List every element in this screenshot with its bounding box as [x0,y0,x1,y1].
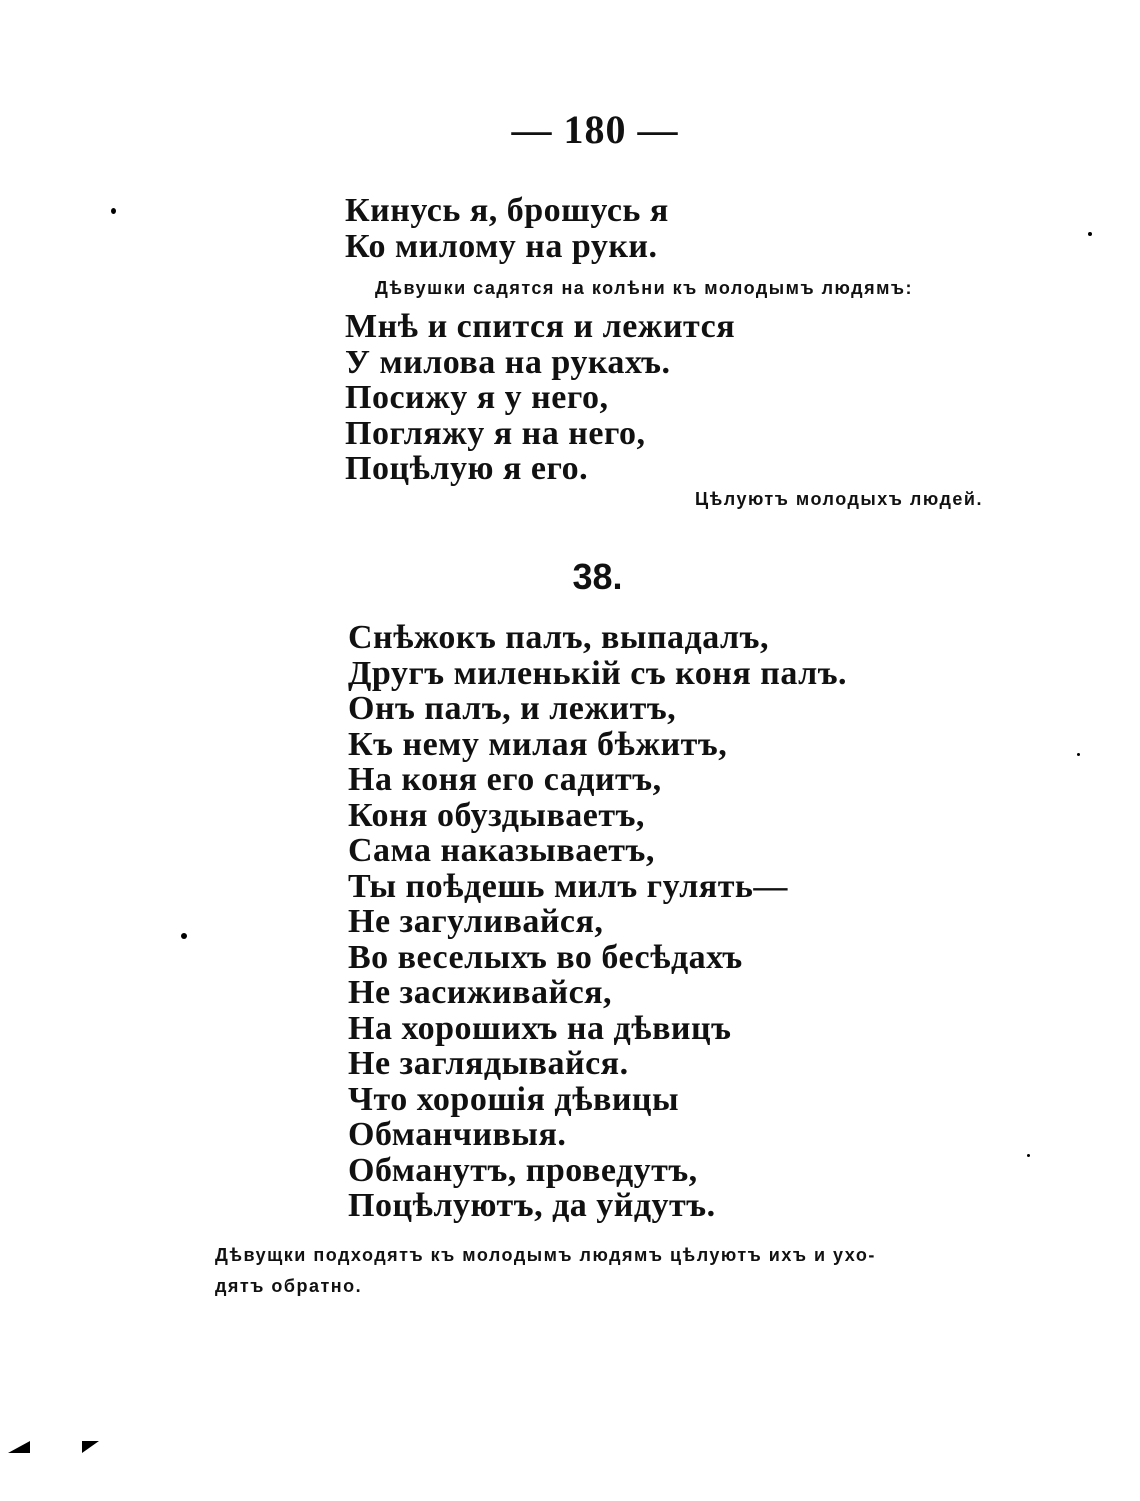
verse-line: У милова на рукахъ. [345,343,671,381]
verse-line: Поцѣлую я его. [345,450,589,487]
print-speck [1027,1154,1030,1157]
verse-line: Коня обуздываетъ, [348,796,645,834]
verse-line: Кинусь я, брошусь я [345,192,669,229]
verse-c [348,620,847,1224]
verse-line: Снѣжокъ палъ, выпадалъ, [348,619,769,656]
verse-line: Не загуливайся, [348,903,604,940]
song-number: 38. [572,556,623,597]
stage-direction-2: Цѣлуютъ молодыхъ людей. [695,489,983,509]
verse-line: Ко милому на руки. [345,227,658,265]
verse-line: Другъ миленькій съ коня палъ. [348,654,848,692]
verse-line: Ты поѣдешь милъ гулять— [348,867,788,905]
print-speck [1077,753,1080,756]
verse-line: Сама наказываетъ, [348,832,655,869]
verse-line: Обманутъ, проведутъ, [348,1151,698,1189]
stage-direction-line: Дѣвущки подходятъ къ молодымъ людямъ цѣлуютъ ихъ и ухо- [215,1245,876,1265]
verse-line: Во веселыхъ во бесѣдахъ [348,938,743,976]
verse-line: Мнѣ и спится и лежится [345,308,736,345]
verse-line: Не засиживайся, [348,974,613,1011]
stage-direction-line: дятъ обратно. [215,1276,363,1296]
verse-line: Погляжу я на него, [345,414,646,452]
verse-line: Поцѣлуютъ, да уйдутъ. [348,1187,716,1224]
print-speck [181,933,187,939]
page-number: — 180 — [511,107,679,152]
verse-line: Къ нему милая бѣжитъ, [348,725,728,763]
stage-direction-3 [215,1240,876,1302]
verse-line: Онъ палъ, и лежитъ, [348,690,677,727]
stage-direction-1: Дѣвушки садятся на колѣни къ молодымъ людямъ: [375,278,914,298]
print-speck [1088,232,1092,236]
corner-mark-right [82,1441,99,1453]
verse-b [345,309,735,487]
verse-line: Посижу я у него, [345,379,609,416]
print-speck [111,208,116,214]
verse-line: Не заглядывайся. [348,1045,629,1082]
verse-line: На хорошихъ на дѣвицъ [348,1009,732,1047]
corner-mark-left [8,1441,30,1453]
verse-line: На коня его садитъ, [348,761,662,798]
verse-a [345,193,669,264]
verse-line: Обманчивыя. [348,1116,567,1153]
verse-line: Что хорошія дѣвицы [348,1080,680,1118]
